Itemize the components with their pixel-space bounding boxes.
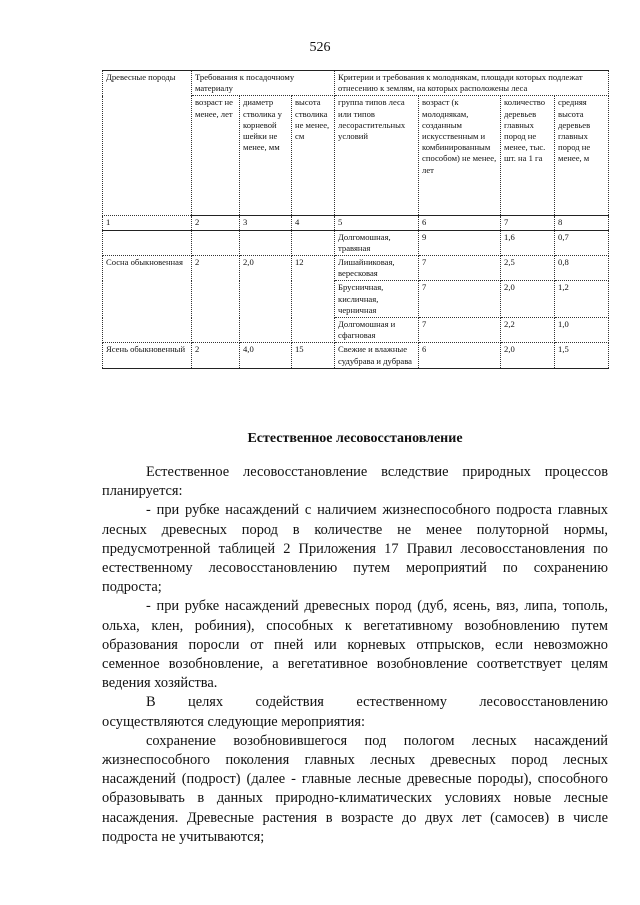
table-header-row: [103, 71, 609, 96]
word: естественному: [356, 694, 447, 711]
young-age-cell: 9: [419, 230, 501, 255]
word: содействия: [255, 694, 324, 711]
header-age: возраст не менее, лет: [192, 96, 240, 216]
avg-height-cell: 0,7: [555, 230, 609, 255]
avg-height-cell: 1,0: [555, 318, 609, 343]
forest-type-cell: Лишайниковая, вересковая: [335, 256, 419, 281]
avg-height-cell: 1,5: [555, 343, 609, 368]
page-number: 526: [309, 40, 331, 55]
word: В: [146, 694, 156, 711]
header-planting-requirements: Требования к посадочному материалу: [192, 71, 335, 96]
paragraph: сохранение возобновившегося под пологом лесных насаждений жизнеспособного поколения главных лесных древесных пород лесных насаждений (подрост) (далее - главные лесные древесные породы), способного образовывать в данных природно-климатических условиях новые лесные насаждения. Древесные растения в возрасте до двух лет (самосев) в числе подроста не учитываются;: [102, 732, 608, 845]
header-criteria: Критерии и требования к молоднякам, площади которых подлежат отнесению к землям, на которых расположены леса: [335, 71, 609, 96]
paragraph: - при рубке насаждений древесных пород (дуб, ясень, вяз, липа, тополь, ольха, клен, робиния), способных к вегетативному возобновлению путем образования поросли от пней или корневых отпрысков, если невозможно семенное возобновление, а вегетативное возобновление соответствует целям ведения хозяйства.: [102, 598, 608, 692]
species-cell: Сосна обыкновенная: [103, 256, 192, 343]
forest-type-cell: Долгомошная и сфагновая: [335, 318, 419, 343]
paragraph-spread-line: [102, 693, 608, 712]
forest-type-cell: Брусничная, кисличная, черничная: [335, 281, 419, 318]
young-age-cell: 7: [419, 318, 501, 343]
species-cell: [103, 230, 192, 255]
word: целях: [188, 694, 224, 711]
tree-count-cell: 2,0: [501, 281, 555, 318]
age-cell: 2: [192, 343, 240, 368]
height-cell: 15: [292, 343, 335, 368]
height-cell: 12: [292, 256, 335, 343]
tree-count-cell: 1,6: [501, 230, 555, 255]
column-number: 5: [335, 216, 419, 230]
tree-count-cell: 2,5: [501, 256, 555, 281]
section-title: Естественное лесовосстановление: [247, 431, 463, 446]
header-tree-count: количество деревьев главных пород не менее, тыс. шт. на 1 га: [501, 96, 555, 216]
tree-count-cell: 2,0: [501, 343, 555, 368]
header-species: Древесные породы: [103, 71, 192, 216]
column-number: 6: [419, 216, 501, 230]
diameter-cell: [240, 230, 292, 255]
column-number: 1: [103, 216, 192, 230]
forest-type-cell: Свежие и влажные судубрава и дубрава: [335, 343, 419, 368]
header-forest-type-group: группа типов леса или типов лесорастительных условий: [335, 96, 419, 216]
age-cell: 2: [192, 256, 240, 343]
paragraph: Естественное лесовосстановление вследствие природных процессов планируется:: [102, 464, 608, 500]
table-row: [103, 256, 609, 281]
diameter-cell: 4,0: [240, 343, 292, 368]
column-number: 8: [555, 216, 609, 230]
tree-count-cell: 2,2: [501, 318, 555, 343]
forest-requirements-table: [102, 70, 609, 369]
column-number: 2: [192, 216, 240, 230]
diameter-cell: 2,0: [240, 256, 292, 343]
paragraph: осуществляются следующие мероприятия:: [102, 713, 365, 730]
avg-height-cell: 1,2: [555, 281, 609, 318]
word: лесовосстановлению: [479, 694, 608, 711]
column-number: 4: [292, 216, 335, 230]
forest-type-cell: Долгомошная, травяная: [335, 230, 419, 255]
table-row: [103, 230, 609, 255]
paragraph: - при рубке насаждений с наличием жизнеспособного подроста главных лесных древесных пород в количестве не менее полуторной нормы, предусмотренной таблицей 2 Приложения 17 Правил лесовосстановления по естественному лесовосстановлению путем мероприятий по сохранению подроста;: [102, 502, 608, 596]
column-number: 7: [501, 216, 555, 230]
header-young-age: возраст (к молоднякам, созданным искусственным и комбинированным способом) не менее, лет: [419, 96, 501, 216]
column-number: 3: [240, 216, 292, 230]
species-cell: Ясень обыкновенный: [103, 343, 192, 368]
young-age-cell: 7: [419, 281, 501, 318]
avg-height-cell: 0,8: [555, 256, 609, 281]
column-numbers-row: [103, 216, 609, 230]
header-diameter: диаметр стволика у корневой шейки не менее, мм: [240, 96, 292, 216]
table-row: [103, 343, 609, 368]
young-age-cell: 6: [419, 343, 501, 368]
section-body: [102, 463, 608, 847]
young-age-cell: 7: [419, 256, 501, 281]
height-cell: [292, 230, 335, 255]
header-height: высота стволика не менее, см: [292, 96, 335, 216]
age-cell: [192, 230, 240, 255]
header-avg-height: средняя высота деревьев главных пород не менее, м: [555, 96, 609, 216]
